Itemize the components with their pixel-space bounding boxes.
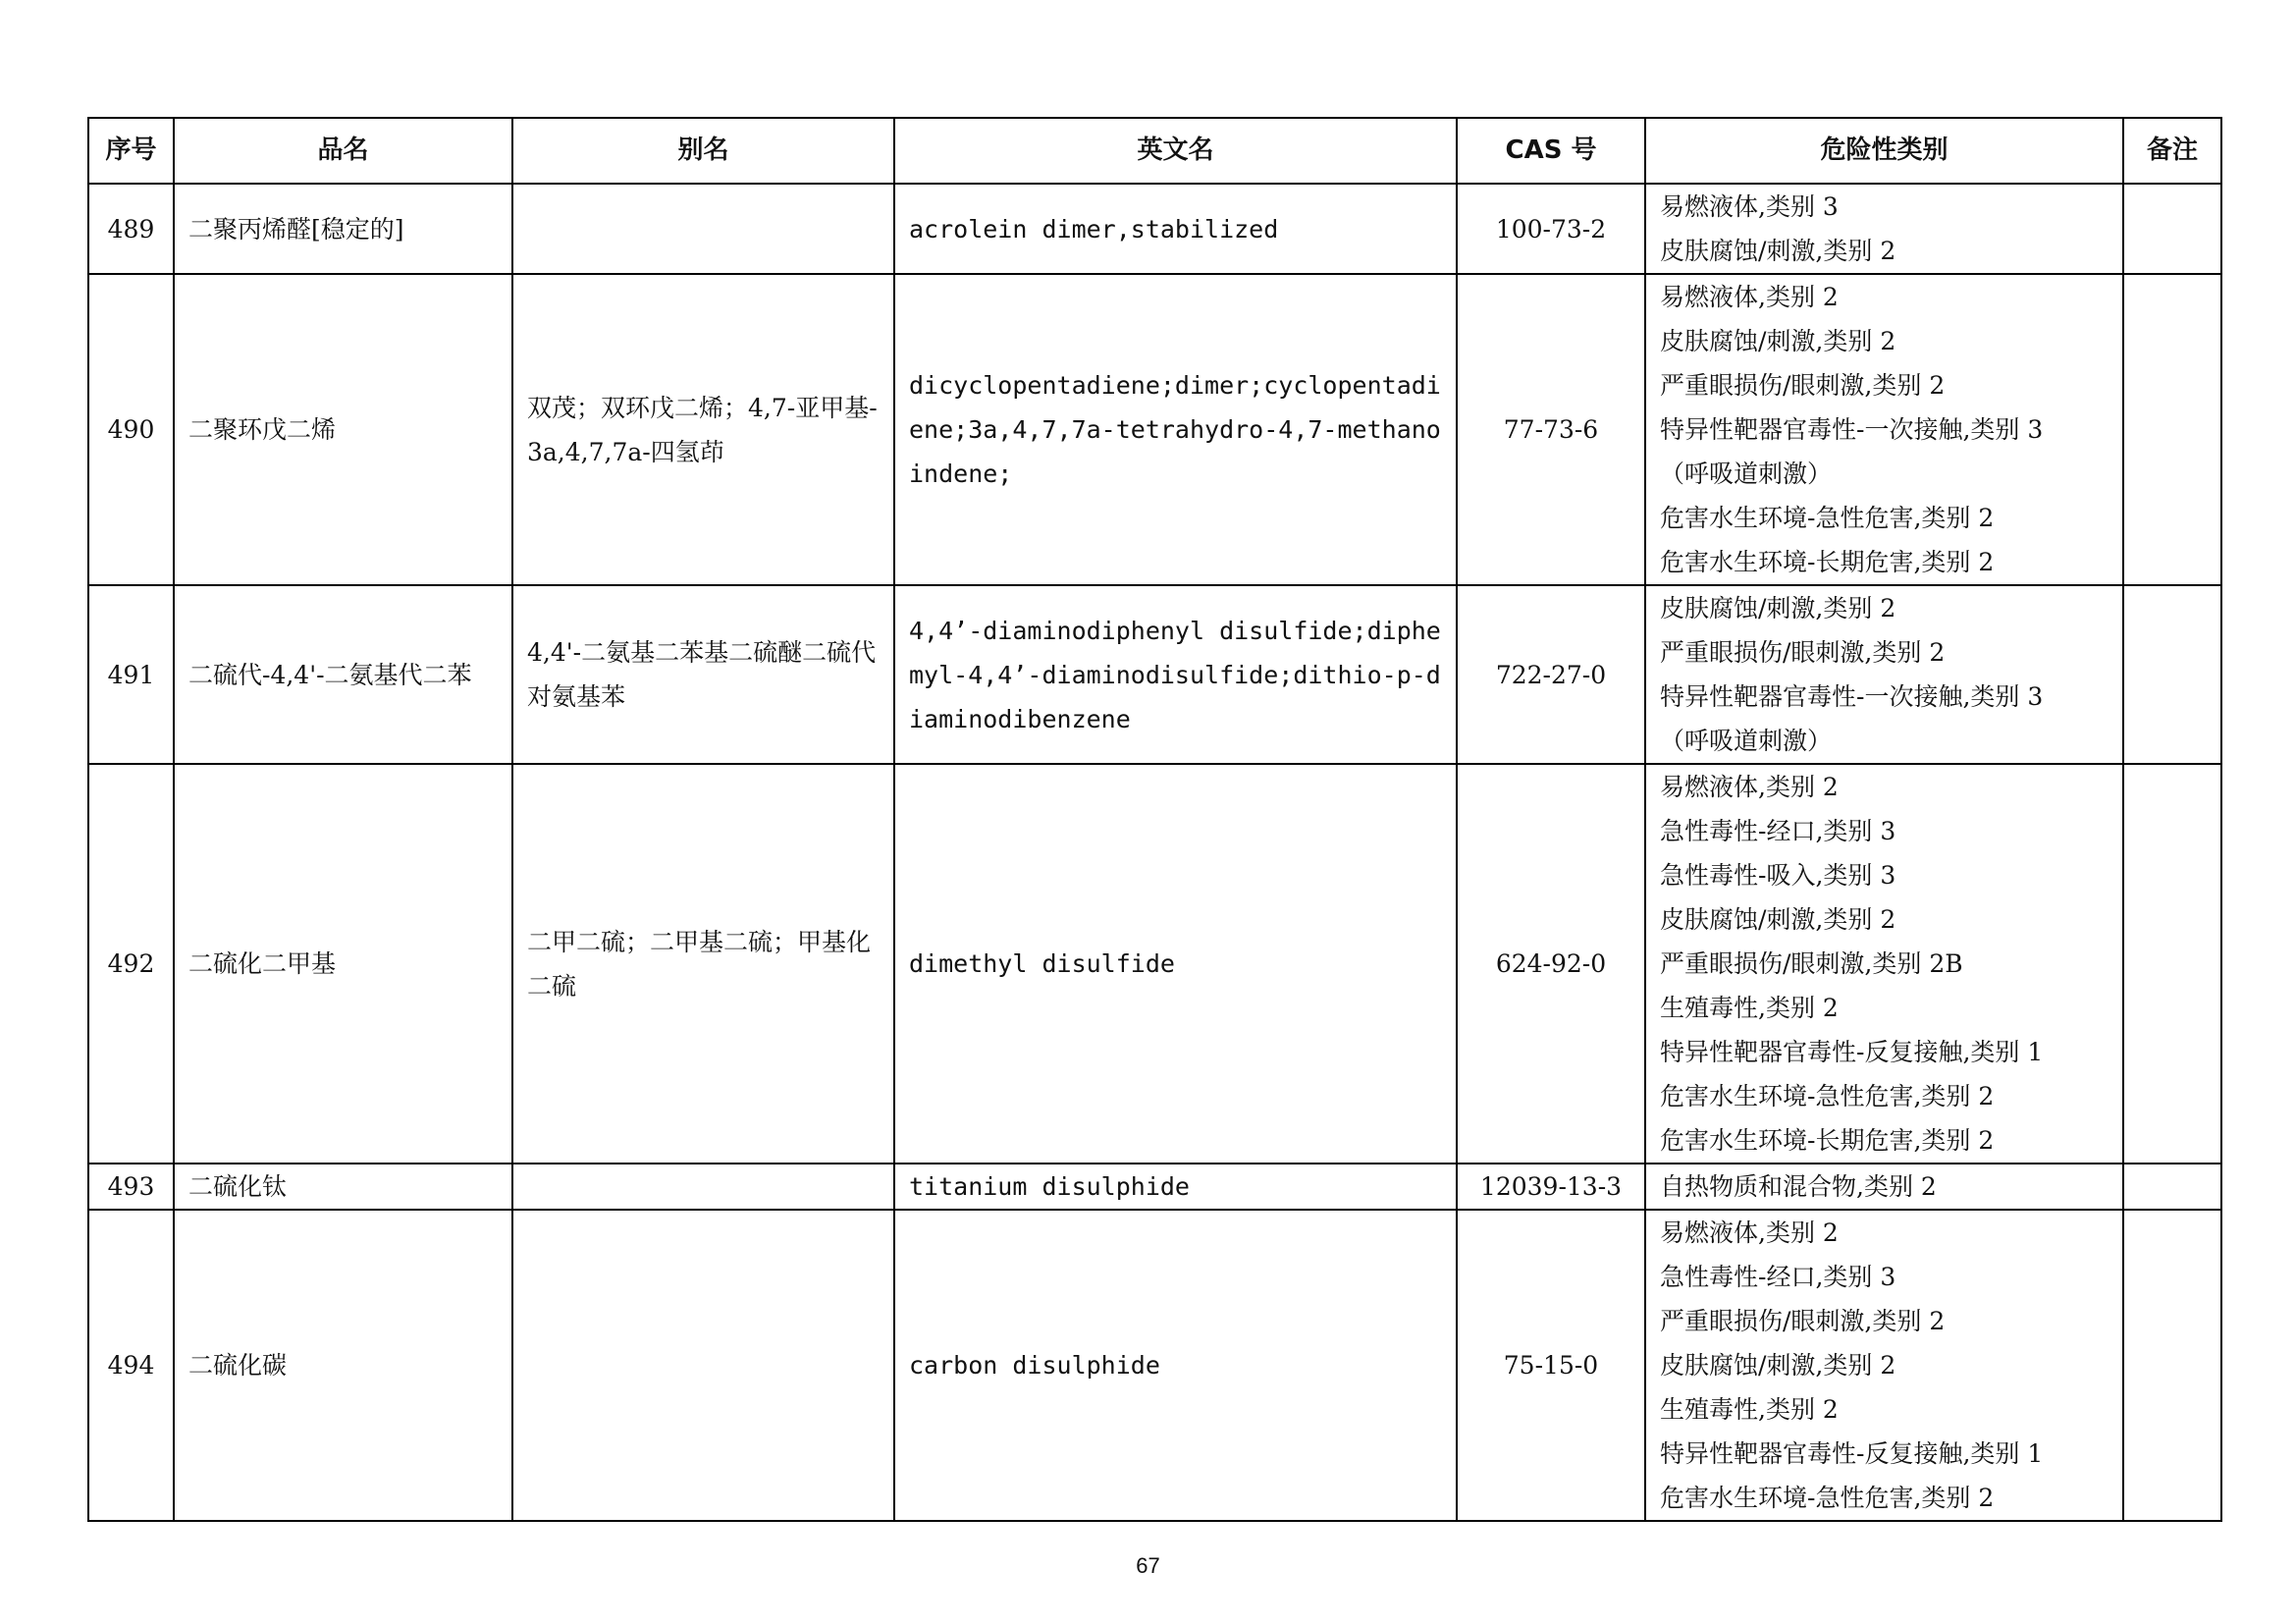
header-seq: 序号 [88,118,174,184]
hazard-line: 严重眼损伤/眼刺激,类别 2 [1660,371,1946,400]
table-body [88,184,2221,1521]
header-english: 英文名 [894,118,1457,184]
cell-name: 二硫代-4,4'-二氨基代二苯 [174,585,512,764]
cell-alias [512,1210,894,1521]
cell-english: titanium disulphide [894,1164,1457,1210]
cell-name: 二硫化二甲基 [174,764,512,1164]
header-alias: 别名 [512,118,894,184]
cell-cas: 77-73-6 [1457,274,1645,585]
header-cas: CAS 号 [1457,118,1645,184]
cell-name: 二聚丙烯醛[稳定的] [174,184,512,274]
hazard-line: 严重眼损伤/眼刺激,类别 2B [1660,949,1963,978]
cell-hazard [1645,585,2123,764]
hazard-line: 特异性靶器官毒性-反复接触,类别 1 [1660,1439,2044,1468]
cell-remark [2123,1164,2221,1210]
hazard-line: 易燃液体,类别 2 [1660,773,1839,801]
hazard-line: （呼吸道刺激） [1660,727,1833,755]
hazard-line: 皮肤腐蚀/刺激,类别 2 [1660,594,1896,623]
page-number: 67 [1136,1553,1160,1578]
cell-name: 二硫化钛 [174,1164,512,1210]
cell-seq: 494 [88,1210,174,1521]
cell-seq: 492 [88,764,174,1164]
cell-remark [2123,184,2221,274]
chemical-table [87,117,2222,1522]
cell-seq: 490 [88,274,174,585]
hazard-line: 皮肤腐蚀/刺激,类别 2 [1660,237,1896,265]
cell-name: 二聚环戊二烯 [174,274,512,585]
hazard-line: 生殖毒性,类别 2 [1660,994,1839,1022]
hazard-line: 危害水生环境-急性危害,类别 2 [1660,504,1995,532]
cell-hazard [1645,274,2123,585]
cell-seq: 489 [88,184,174,274]
cell-cas: 75-15-0 [1457,1210,1645,1521]
cell-alias: 4,4'-二氨基二苯基二硫醚二硫代对氨基苯 [512,585,894,764]
cell-name: 二硫化碳 [174,1210,512,1521]
hazard-line: 特异性靶器官毒性-一次接触,类别 3 [1660,415,2044,444]
hazard-line: 严重眼损伤/眼刺激,类别 2 [1660,1307,1946,1335]
cell-english: carbon disulphide [894,1210,1457,1521]
hazard-line: 危害水生环境-急性危害,类别 2 [1660,1484,1995,1512]
cell-remark [2123,1210,2221,1521]
cell-alias [512,1164,894,1210]
hazard-line: 急性毒性-吸入,类别 3 [1660,861,1896,890]
hazard-line: 自热物质和混合物,类别 2 [1660,1172,1937,1201]
table-row [88,1210,2221,1521]
cell-alias: 二甲二硫；二甲基二硫；甲基化二硫 [512,764,894,1164]
cell-english: acrolein dimer,stabilized [894,184,1457,274]
cell-remark [2123,764,2221,1164]
cell-alias: 双茂；双环戊二烯；4,7-亚甲基-3a,4,7,7a-四氢茚 [512,274,894,585]
hazard-line: 严重眼损伤/眼刺激,类别 2 [1660,638,1946,667]
hazard-line: 皮肤腐蚀/刺激,类别 2 [1660,1351,1896,1380]
cell-cas: 100-73-2 [1457,184,1645,274]
header-remark: 备注 [2123,118,2221,184]
hazard-line: 危害水生环境-长期危害,类别 2 [1660,1126,1995,1155]
hazard-line: 特异性靶器官毒性-反复接触,类别 1 [1660,1038,2044,1066]
hazard-line: 危害水生环境-急性危害,类别 2 [1660,1082,1995,1110]
cell-english: dicyclopentadiene;dimer;cyclopentadiene;3a,4,7,7a-tetrahydro-4,7-methanoindene; [894,274,1457,585]
header-name: 品名 [174,118,512,184]
cell-hazard [1645,184,2123,274]
table-row [88,764,2221,1164]
cell-remark [2123,585,2221,764]
table-row [88,585,2221,764]
hazard-line: 急性毒性-经口,类别 3 [1660,1263,1896,1291]
header-row [88,118,2221,184]
hazard-line: 皮肤腐蚀/刺激,类别 2 [1660,905,1896,934]
hazard-line: 危害水生环境-长期危害,类别 2 [1660,548,1995,576]
hazard-line: （呼吸道刺激） [1660,460,1833,488]
cell-remark [2123,274,2221,585]
hazard-line: 特异性靶器官毒性-一次接触,类别 3 [1660,682,2044,711]
table-row [88,1164,2221,1210]
hazard-line: 生殖毒性,类别 2 [1660,1395,1839,1424]
cell-cas: 722-27-0 [1457,585,1645,764]
table-row [88,274,2221,585]
hazard-line: 急性毒性-经口,类别 3 [1660,817,1896,845]
hazard-line: 易燃液体,类别 2 [1660,283,1839,311]
hazard-line: 易燃液体,类别 3 [1660,192,1839,221]
cell-hazard [1645,1164,2123,1210]
cell-english: 4,4’-diaminodiphenyl disulfide;diphemyl-4,4’-diaminodisulfide;dithio-p-diaminodibenzene [894,585,1457,764]
hazard-line: 易燃液体,类别 2 [1660,1218,1839,1247]
cell-seq: 491 [88,585,174,764]
cell-english: dimethyl disulfide [894,764,1457,1164]
hazard-line: 皮肤腐蚀/刺激,类别 2 [1660,327,1896,355]
cell-seq: 493 [88,1164,174,1210]
header-hazard: 危险性类别 [1645,118,2123,184]
table-row [88,184,2221,274]
cell-hazard [1645,1210,2123,1521]
cell-cas: 624-92-0 [1457,764,1645,1164]
cell-alias [512,184,894,274]
cell-hazard [1645,764,2123,1164]
cell-cas: 12039-13-3 [1457,1164,1645,1210]
